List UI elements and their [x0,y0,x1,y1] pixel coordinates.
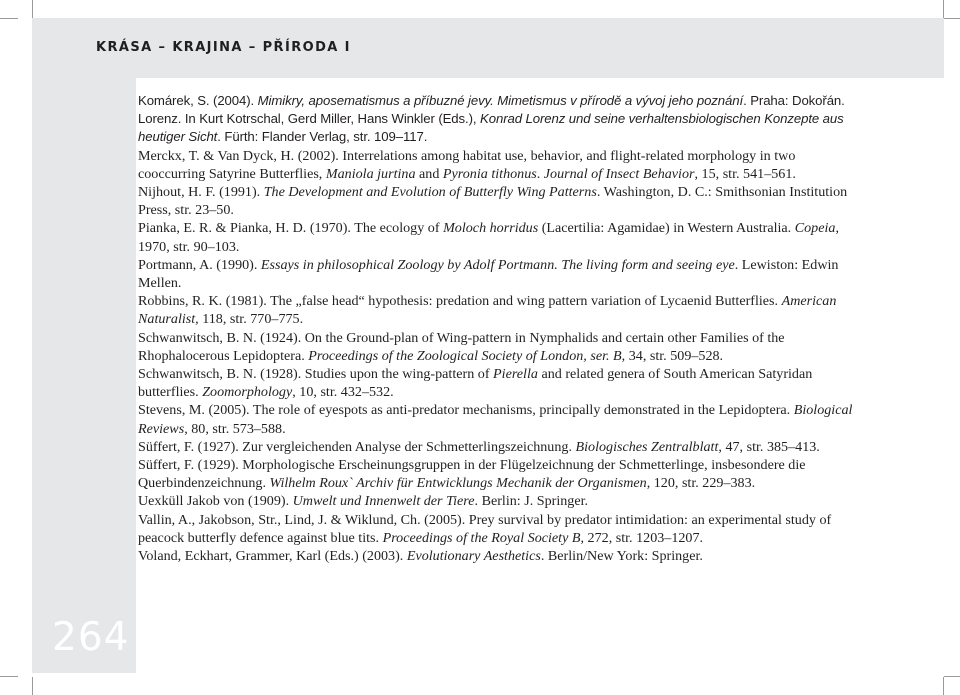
reference-entry [138,292,858,328]
reference-title-italic: Journal of Insect Behavior [543,165,695,182]
reference-text: Süffert, F. (1927). Zur vergleichenden Analyse der Schmetterlingszeichnung. [138,438,576,455]
running-head: KRÁSA – KRAJINA – PŘÍRODA I [96,40,351,55]
reference-title-italic: Essays in philosophical Zoology by Adolf Portmann. The living form and seeing eye [260,256,735,273]
reference-title-italic: Pierella [493,366,538,383]
reference-text: Pianka, E. R. & Pianka, H. D. (1970). The ecology of [138,220,444,237]
reference-text: Lorenz. In Kurt Kotrschal, Gerd Miller, Hans Winkler (Eds.), [138,111,481,127]
reference-text: Süffert, F. (1929). Morphologische Erscheinungsgruppen in der Flügelzeichnung der Schmetterlinge, insbesondere die Querbindenzeichnung. [138,457,806,492]
reference-text: Vallin, A., Jakobson, Str., Lind, J. & Wiklund, Ch. (2005). Prey survival by predator intimidation: an experimental study of peacock butterfly defence against blue tits. [138,511,832,546]
reference-title-italic: Maniola jurtina [325,165,416,182]
reference-entry [138,365,858,401]
reference-title-italic: Copeia [794,220,836,237]
reference-text: . Berlin: J. Springer. [474,493,589,510]
reference-title-italic: Wilhelm Roux` Archiv für Entwicklungs Mechanik der Organismen [269,475,647,492]
reference-text: . Berlin/New York: Springer. [540,548,703,565]
reference-title-italic: Biologisches Zentralblatt [575,438,719,455]
reference-entry [138,183,858,219]
reference-text: . [536,165,544,182]
reference-text: , 34, str. 509–528. [621,347,724,364]
side-band [32,78,136,673]
reference-title-italic: Proceedings of the Royal Society B [382,529,581,546]
crop-mark-bottom-left-v [32,677,33,695]
reference-text: Portmann, A. (1990). [138,256,261,273]
reference-text: Uexküll Jakob von (1909). [138,493,293,510]
reference-text: 118, str. 770–775. [198,311,304,328]
reference-entry [138,492,858,510]
reference-text: . Lewiston: Edwin Mellen. [138,256,839,292]
reference-text: . Fürth: Flander Verlag, str. 109–117. [217,129,428,145]
reference-entry [138,256,858,292]
reference-entry [138,438,858,456]
reference-text: . Praha: Dokořán. [743,93,845,108]
crop-mark-bottom-left-h [0,676,18,677]
reference-text: , 272, str. 1203–1207. [580,529,704,546]
reference-entry [138,547,858,565]
reference-title-italic: Umwelt und Innenwelt der Tiere [292,493,475,510]
reference-entry [138,401,858,437]
reference-text: , 1970, str. 90–103. [138,220,839,255]
reference-entry [138,147,858,183]
reference-text: , 10, str. 432–532. [292,384,394,401]
reference-entry [138,456,858,492]
reference-entry [138,511,858,547]
reference-entry [138,329,858,365]
reference-title-italic: Mimikry, aposematismus a příbuzné jevy. Mimetismus v přírodě a vývoj jeho poznání [257,93,744,108]
reference-text: Schwanwitsch, B. N. (1928). Studies upon the wing-pattern of [138,366,494,383]
reference-text: and related genera of South American Satyridan butterflies. [138,366,813,401]
reference-entry [138,92,858,110]
reference-text: (Lacertilia: Agamidae) in Western Australia. [538,220,795,237]
reference-text: Voland, Eckhart, Grammer, Karl (Eds.) (2003). [138,548,407,565]
reference-text: Komárek, S. (2004). [138,93,258,108]
reference-title-italic: Evolutionary Aesthetics [406,548,541,565]
reference-title-italic: Proceedings of the Zoological Society of London, ser. B [308,347,622,364]
reference-entry [138,219,858,255]
crop-mark-top-left-h [0,18,18,19]
reference-text: , 15, str. 541–561. [694,165,796,182]
crop-mark-top-right-h [944,18,960,19]
reference-title-italic: The Development and Evolution of Butterfly Wing Patterns [263,184,597,201]
reference-text: , 47, str. 385–413. [718,438,820,455]
crop-mark-top-right-v [943,0,944,18]
crop-mark-bottom-right-h [944,676,960,677]
reference-text: and [415,165,443,182]
reference-text: Merckx, T. & Van Dyck, H. (2002). Interrelations among habitat use, behavior, and flight-related morphology in two cooccurring Satyrine Butterflies, [138,147,796,182]
crop-mark-bottom-right-v [943,677,944,695]
reference-text: Robbins, R. K. (1981). The „false head“ hypothesis: predation and wing pattern variation of Lycaenid Butterflies. [138,293,782,310]
reference-text: Schwanwitsch, B. N. (1924). On the Ground-plan of Wing-pattern in Nymphalids and certain other Families of the Rhophalocerous Lepidoptera. [138,329,785,364]
crop-mark-top-left-v [32,0,33,18]
page-number: 264 [52,615,130,660]
reference-title-italic: Moloch horridus [443,220,539,237]
reference-list [138,92,858,565]
reference-title-italic: American Naturalist, [138,293,837,328]
reference-text: Nijhout, H. F. (1991). [138,184,264,201]
reference-title-italic: Konrad Lorenz und seine verhaltensbiologischen Konzepte aus heutiger Sicht [138,111,844,145]
reference-entry [138,110,858,146]
reference-text: Stevens, M. (2005). The role of eyespots as anti-predator mechanisms, principally demonstrated in the Lepidoptera. [138,402,794,419]
reference-title-italic: Zoomorphology [202,384,293,401]
reference-text: , 120, str. 229–383. [646,475,756,492]
reference-text: , 80, str. 573–588. [184,420,286,437]
reference-title-italic: Pyronia tithonus [442,165,537,182]
reference-text: . Washington, D. C.: Smithsonian Institution Press, str. 23–50. [138,184,848,219]
reference-title-italic: Biological Reviews [138,402,853,437]
